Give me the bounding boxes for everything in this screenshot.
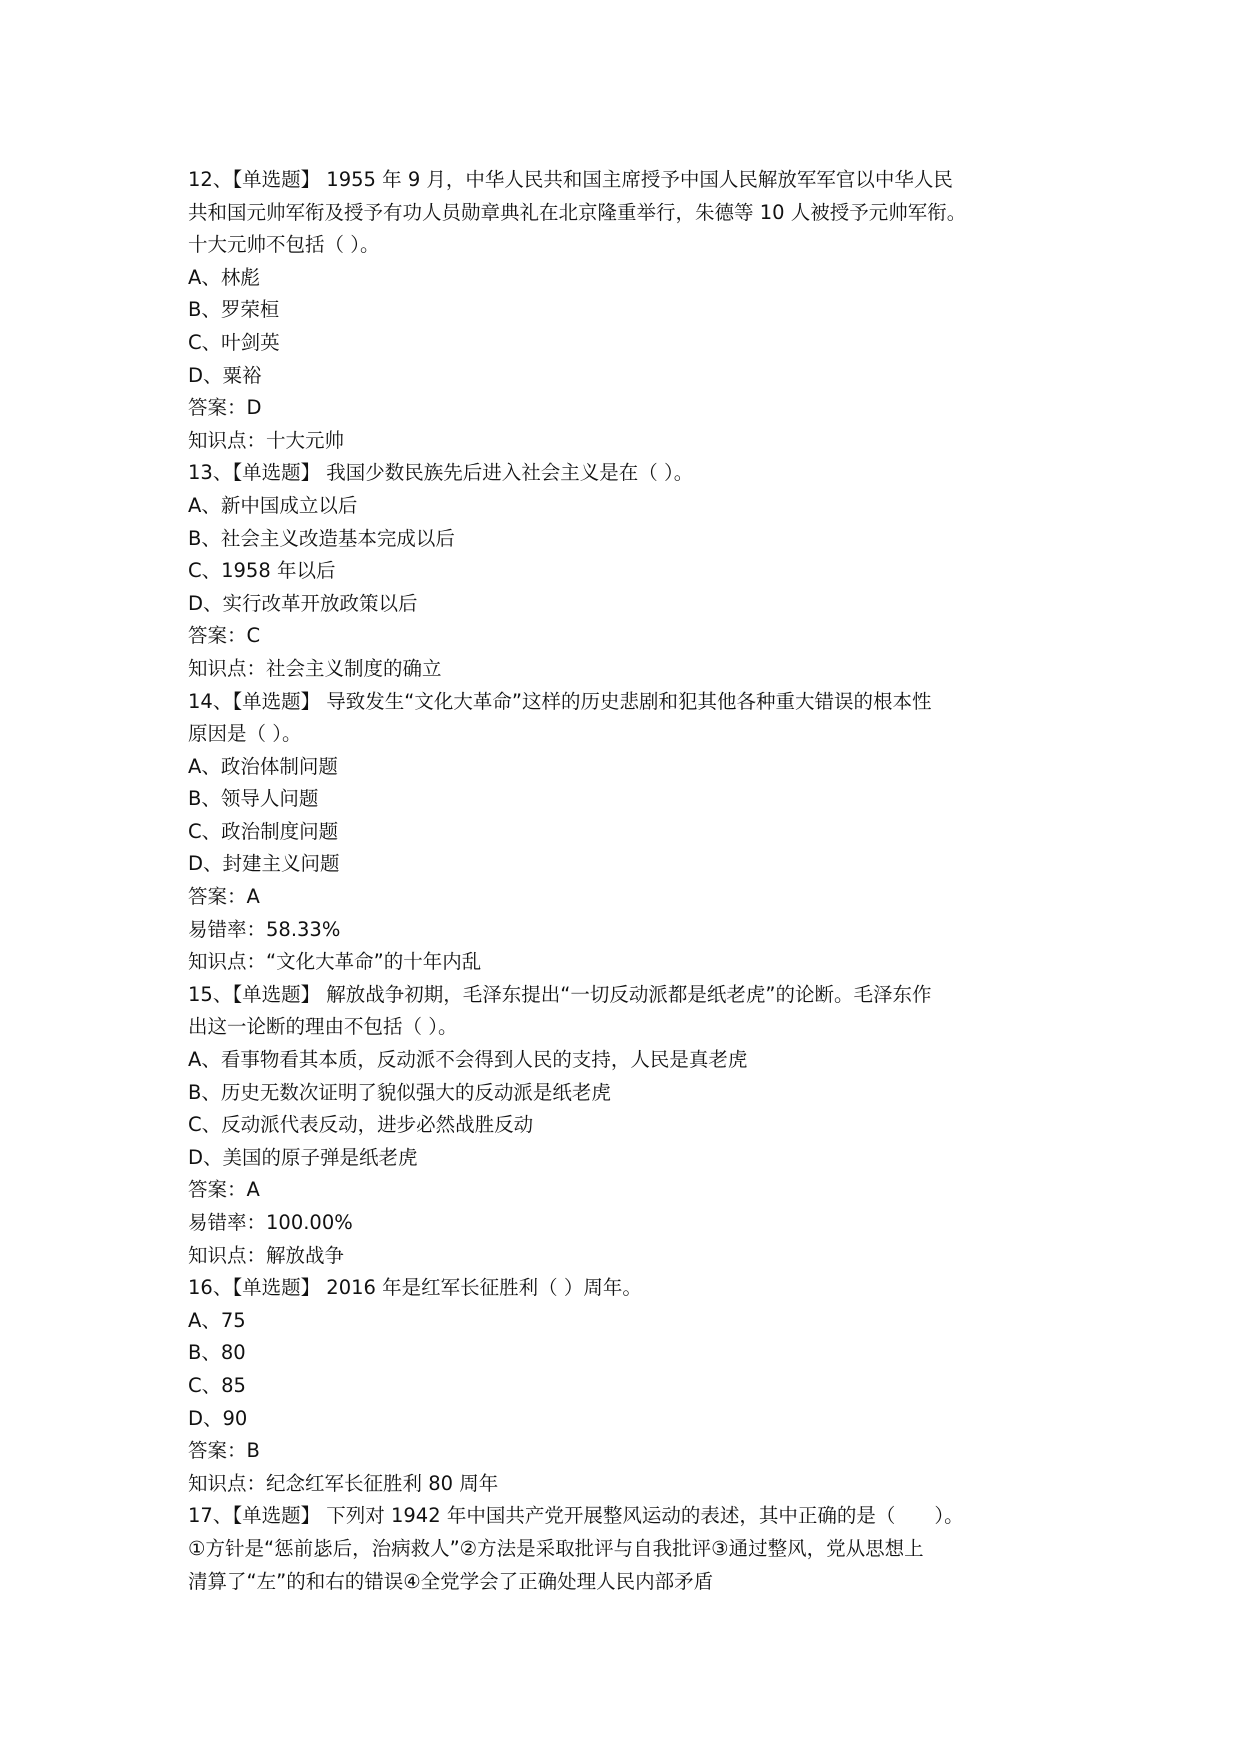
option-c: C、1958 年以后 <box>188 559 336 583</box>
answer: 答案：D <box>188 396 262 420</box>
question-header <box>188 457 1088 490</box>
option-c: C、政治制度问题 <box>188 819 339 843</box>
answer: 答案：B <box>188 1439 260 1463</box>
error-rate: 易错率：58.33% <box>188 917 341 941</box>
question-16 <box>188 1272 1088 1500</box>
question-stem-line: 共和国元帅军衔及授予有功人员勋章典礼在北京隆重举行，朱德等 10 人被授予元帅军衔。 <box>188 200 967 224</box>
answer: 答案：A <box>188 1178 260 1202</box>
question-number: 12、 <box>188 168 233 191</box>
question-stem: 下列对 1942 年中国共产党开展整风运动的表述，其中正确的是（ ）。 <box>320 1504 964 1528</box>
knowledge-point: 知识点：十大元帅 <box>188 428 345 452</box>
question-13 <box>188 457 1088 685</box>
error-rate: 易错率：100.00% <box>188 1211 353 1234</box>
question-type: 【单选题】 <box>232 1276 321 1300</box>
option-a: A、75 <box>188 1308 246 1332</box>
question-type: 【单选题】 <box>232 1504 321 1528</box>
option-a: A、看事物看其本质，反动派不会得到人民的支持，人民是真老虎 <box>188 1048 748 1072</box>
question-stem-line: 出这一论断的理由不包括（ ）。 <box>188 1015 458 1039</box>
knowledge-point: 知识点：“文化大革命”的十年内乱 <box>188 950 482 974</box>
question-header <box>188 686 1088 719</box>
document-page <box>188 164 1088 1598</box>
answer: 答案：A <box>188 885 260 909</box>
question-type: 【单选题】 <box>232 982 321 1006</box>
question-number: 16、 <box>188 1276 233 1300</box>
question-header <box>188 164 1088 197</box>
option-a: A、政治体制问题 <box>188 754 338 778</box>
question-type: 【单选题】 <box>232 689 321 713</box>
option-c: C、叶剑英 <box>188 330 280 354</box>
option-b: B、社会主义改造基本完成以后 <box>188 526 455 550</box>
question-type: 【单选题】 <box>232 168 321 191</box>
question-header <box>188 979 1088 1012</box>
option-a: A、新中国成立以后 <box>188 493 358 517</box>
question-15 <box>188 979 1088 1272</box>
question-stem-line: 原因是（ ）。 <box>188 722 302 746</box>
question-stem: 导致发生“文化大革命”这样的历史悲剧和犯其他各种重大错误的根本性 <box>320 689 932 713</box>
question-header <box>188 1500 1088 1533</box>
option-b: B、80 <box>188 1341 246 1365</box>
option-d: D、粟裕 <box>188 363 262 387</box>
knowledge-point: 知识点：社会主义制度的确立 <box>188 656 442 680</box>
knowledge-point: 知识点：纪念红军长征胜利 80 周年 <box>188 1471 499 1495</box>
question-number: 17、 <box>188 1504 233 1528</box>
answer: 答案：C <box>188 624 261 648</box>
option-d: D、封建主义问题 <box>188 852 340 876</box>
question-number: 14、 <box>188 689 233 713</box>
option-b: B、领导人问题 <box>188 787 319 811</box>
question-stem: 我国少数民族先后进入社会主义是在（ ）。 <box>320 461 694 485</box>
option-b: B、罗荣桓 <box>188 298 280 322</box>
question-stem-line: ①方针是“惩前毖后，治病救人”②方法是采取批评与自我批评③通过整风，党从思想上 <box>188 1536 924 1560</box>
option-d: D、实行改革开放政策以后 <box>188 591 418 615</box>
question-stem-line: 清算了“左”的和右的错误④全党学会了正确处理人民内部矛盾 <box>188 1569 714 1593</box>
question-stem-line: 十大元帅不包括（ ）。 <box>188 233 380 257</box>
question-stem: 解放战争初期，毛泽东提出“一切反动派都是纸老虎”的论断。毛泽东作 <box>320 982 932 1006</box>
option-d: D、90 <box>188 1406 248 1430</box>
option-d: D、美国的原子弹是纸老虎 <box>188 1145 418 1169</box>
option-c: C、反动派代表反动，进步必然战胜反动 <box>188 1113 534 1137</box>
question-14 <box>188 686 1088 979</box>
option-a: A、林彪 <box>188 265 260 289</box>
question-17 <box>188 1500 1088 1598</box>
option-b: B、历史无数次证明了貌似强大的反动派是纸老虎 <box>188 1080 611 1104</box>
question-number: 15、 <box>188 982 233 1006</box>
question-number: 13、 <box>188 461 233 485</box>
question-header <box>188 1272 1088 1305</box>
option-c: C、85 <box>188 1373 246 1397</box>
question-stem: 2016 年是红军长征胜利（ ）周年。 <box>320 1276 642 1300</box>
question-type: 【单选题】 <box>232 461 321 485</box>
knowledge-point: 知识点：解放战争 <box>188 1243 345 1267</box>
question-12 <box>188 164 1088 457</box>
question-stem: 1955 年 9 月，中华人民共和国主席授予中国人民解放军军官以中华人民 <box>320 168 953 191</box>
